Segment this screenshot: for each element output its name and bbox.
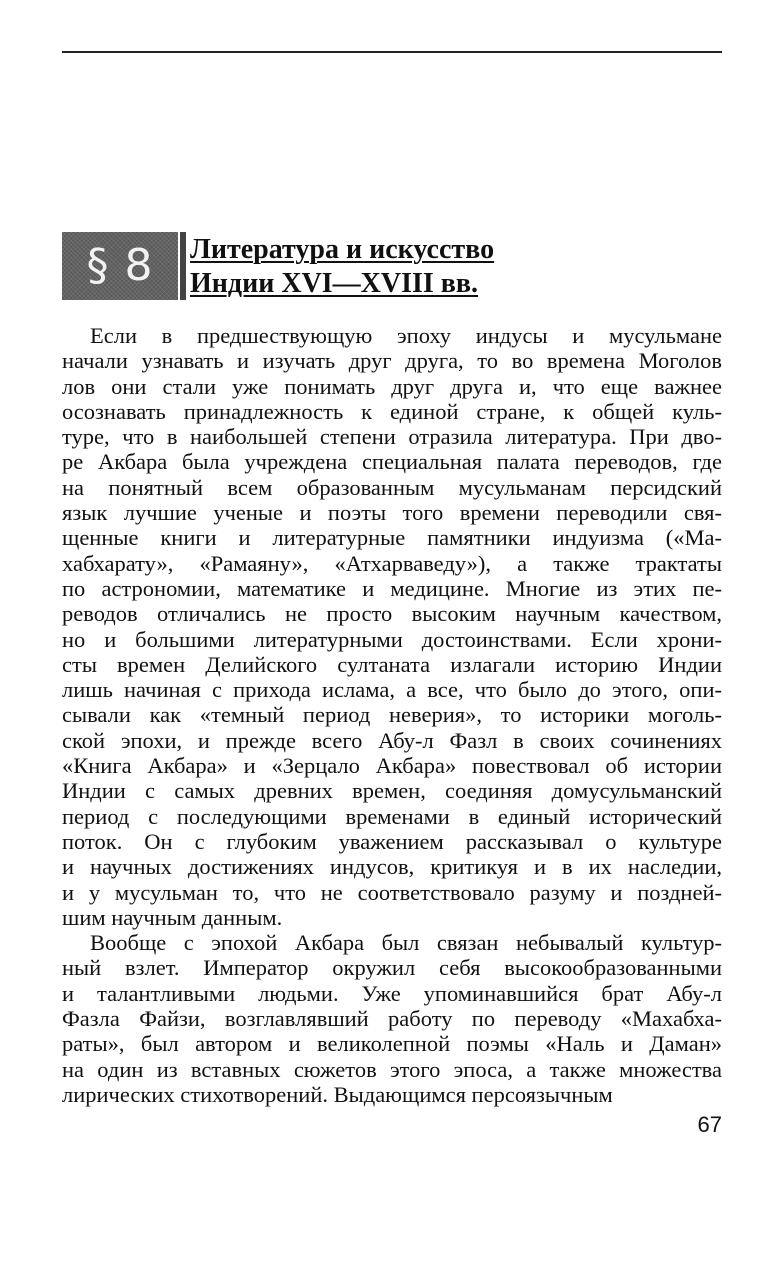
text-line: ный взлет. Император окружил себя высокообразованными — [62, 955, 722, 981]
text-line: Вообще с эпохой Акбара был связан небывалый культур- — [90, 930, 722, 956]
text-line: и у мусульман то, что не соответствовало разуму и поздней- — [62, 879, 722, 905]
text-line: но и большими литературными достоинствами. Если хрони- — [62, 626, 722, 652]
text-line: Если в предшествующую эпоху индусы и мусульмане — [90, 323, 722, 348]
text-line: язык лучшие ученые и поэты того времени переводили свя- — [62, 500, 722, 526]
text-line: начали узнавать и изучать друг друга, то во времена Моголов — [62, 348, 722, 374]
text-line: сты времен Делийского султаната излагали историю Индии — [62, 651, 722, 677]
text-line: лов они стали уже понимать друг друга и, что еще важнее — [62, 373, 722, 399]
text-line: лишь начиная с прихода ислама, а все, что было до этого, опи- — [62, 677, 722, 703]
page-number: 67 — [697, 1112, 722, 1137]
text-line: Индии с самых древних времен, соединяя домусульманский — [62, 778, 722, 804]
section-title-line-1: Литература и искусство — [190, 234, 495, 265]
text-line: осознавать принадлежность к единой стране, к общей куль- — [62, 398, 722, 424]
text-line: Фазла Файзи, возглавлявший работу по переводу «Махабха- — [62, 1006, 722, 1032]
text-line: щенные книги и литературные памятники индуизма («Ма- — [62, 525, 722, 551]
section-title-line-2: Индии XVI—XVIII вв. — [190, 268, 479, 299]
text-line: и научных достижениях индусов, критикуя и в их наследии, — [62, 854, 722, 880]
section-title — [190, 233, 494, 301]
text-line: ре Акбара была учреждена специальная палата переводов, где — [62, 449, 722, 475]
top-rule — [62, 51, 722, 53]
section-number-badge: § 8 — [62, 232, 178, 300]
text-line: на один из вставных сюжетов этого эпоса, а также множества — [62, 1056, 722, 1082]
text-line: «Книга Акбара» и «Зерцало Акбара» повествовал об истории — [62, 753, 722, 779]
title-divider-bar — [180, 232, 186, 300]
text-line: хабхарату», «Рамаяну», «Атхарваведу»), а также трактаты — [62, 550, 722, 576]
text-line: шим научным данным. — [62, 904, 283, 930]
text-line: и талантливыми людьми. Уже упоминавшийся брат Абу-л — [62, 980, 722, 1006]
text-line: реводов отличались не просто высоким научным качеством, — [62, 601, 722, 627]
text-line: раты», был автором и великолепной поэмы «Наль и Даман» — [62, 1031, 722, 1057]
body-text — [62, 323, 722, 1107]
text-line: лирических стихотворений. Выдающимся персоязычным — [62, 1081, 613, 1107]
text-line: на понятный всем образованным мусульманам персидский — [62, 474, 722, 500]
paragraph-1 — [62, 323, 722, 930]
text-line: поток. Он с глубоким уважением рассказывал о культуре — [62, 828, 722, 854]
text-line: сывали как «темный период неверия», то историки моголь- — [62, 702, 722, 728]
paragraph-2 — [62, 930, 722, 1107]
text-line: туре, что в наибольшей степени отразила литература. При дво- — [62, 424, 722, 450]
text-line: ской эпохи, и прежде всего Абу-л Фазл в своих сочинениях — [62, 727, 722, 753]
text-line: по астрономии, математике и медицине. Многие из этих пе- — [62, 575, 722, 601]
text-line: период с последующими временами в единый исторический — [62, 803, 722, 829]
